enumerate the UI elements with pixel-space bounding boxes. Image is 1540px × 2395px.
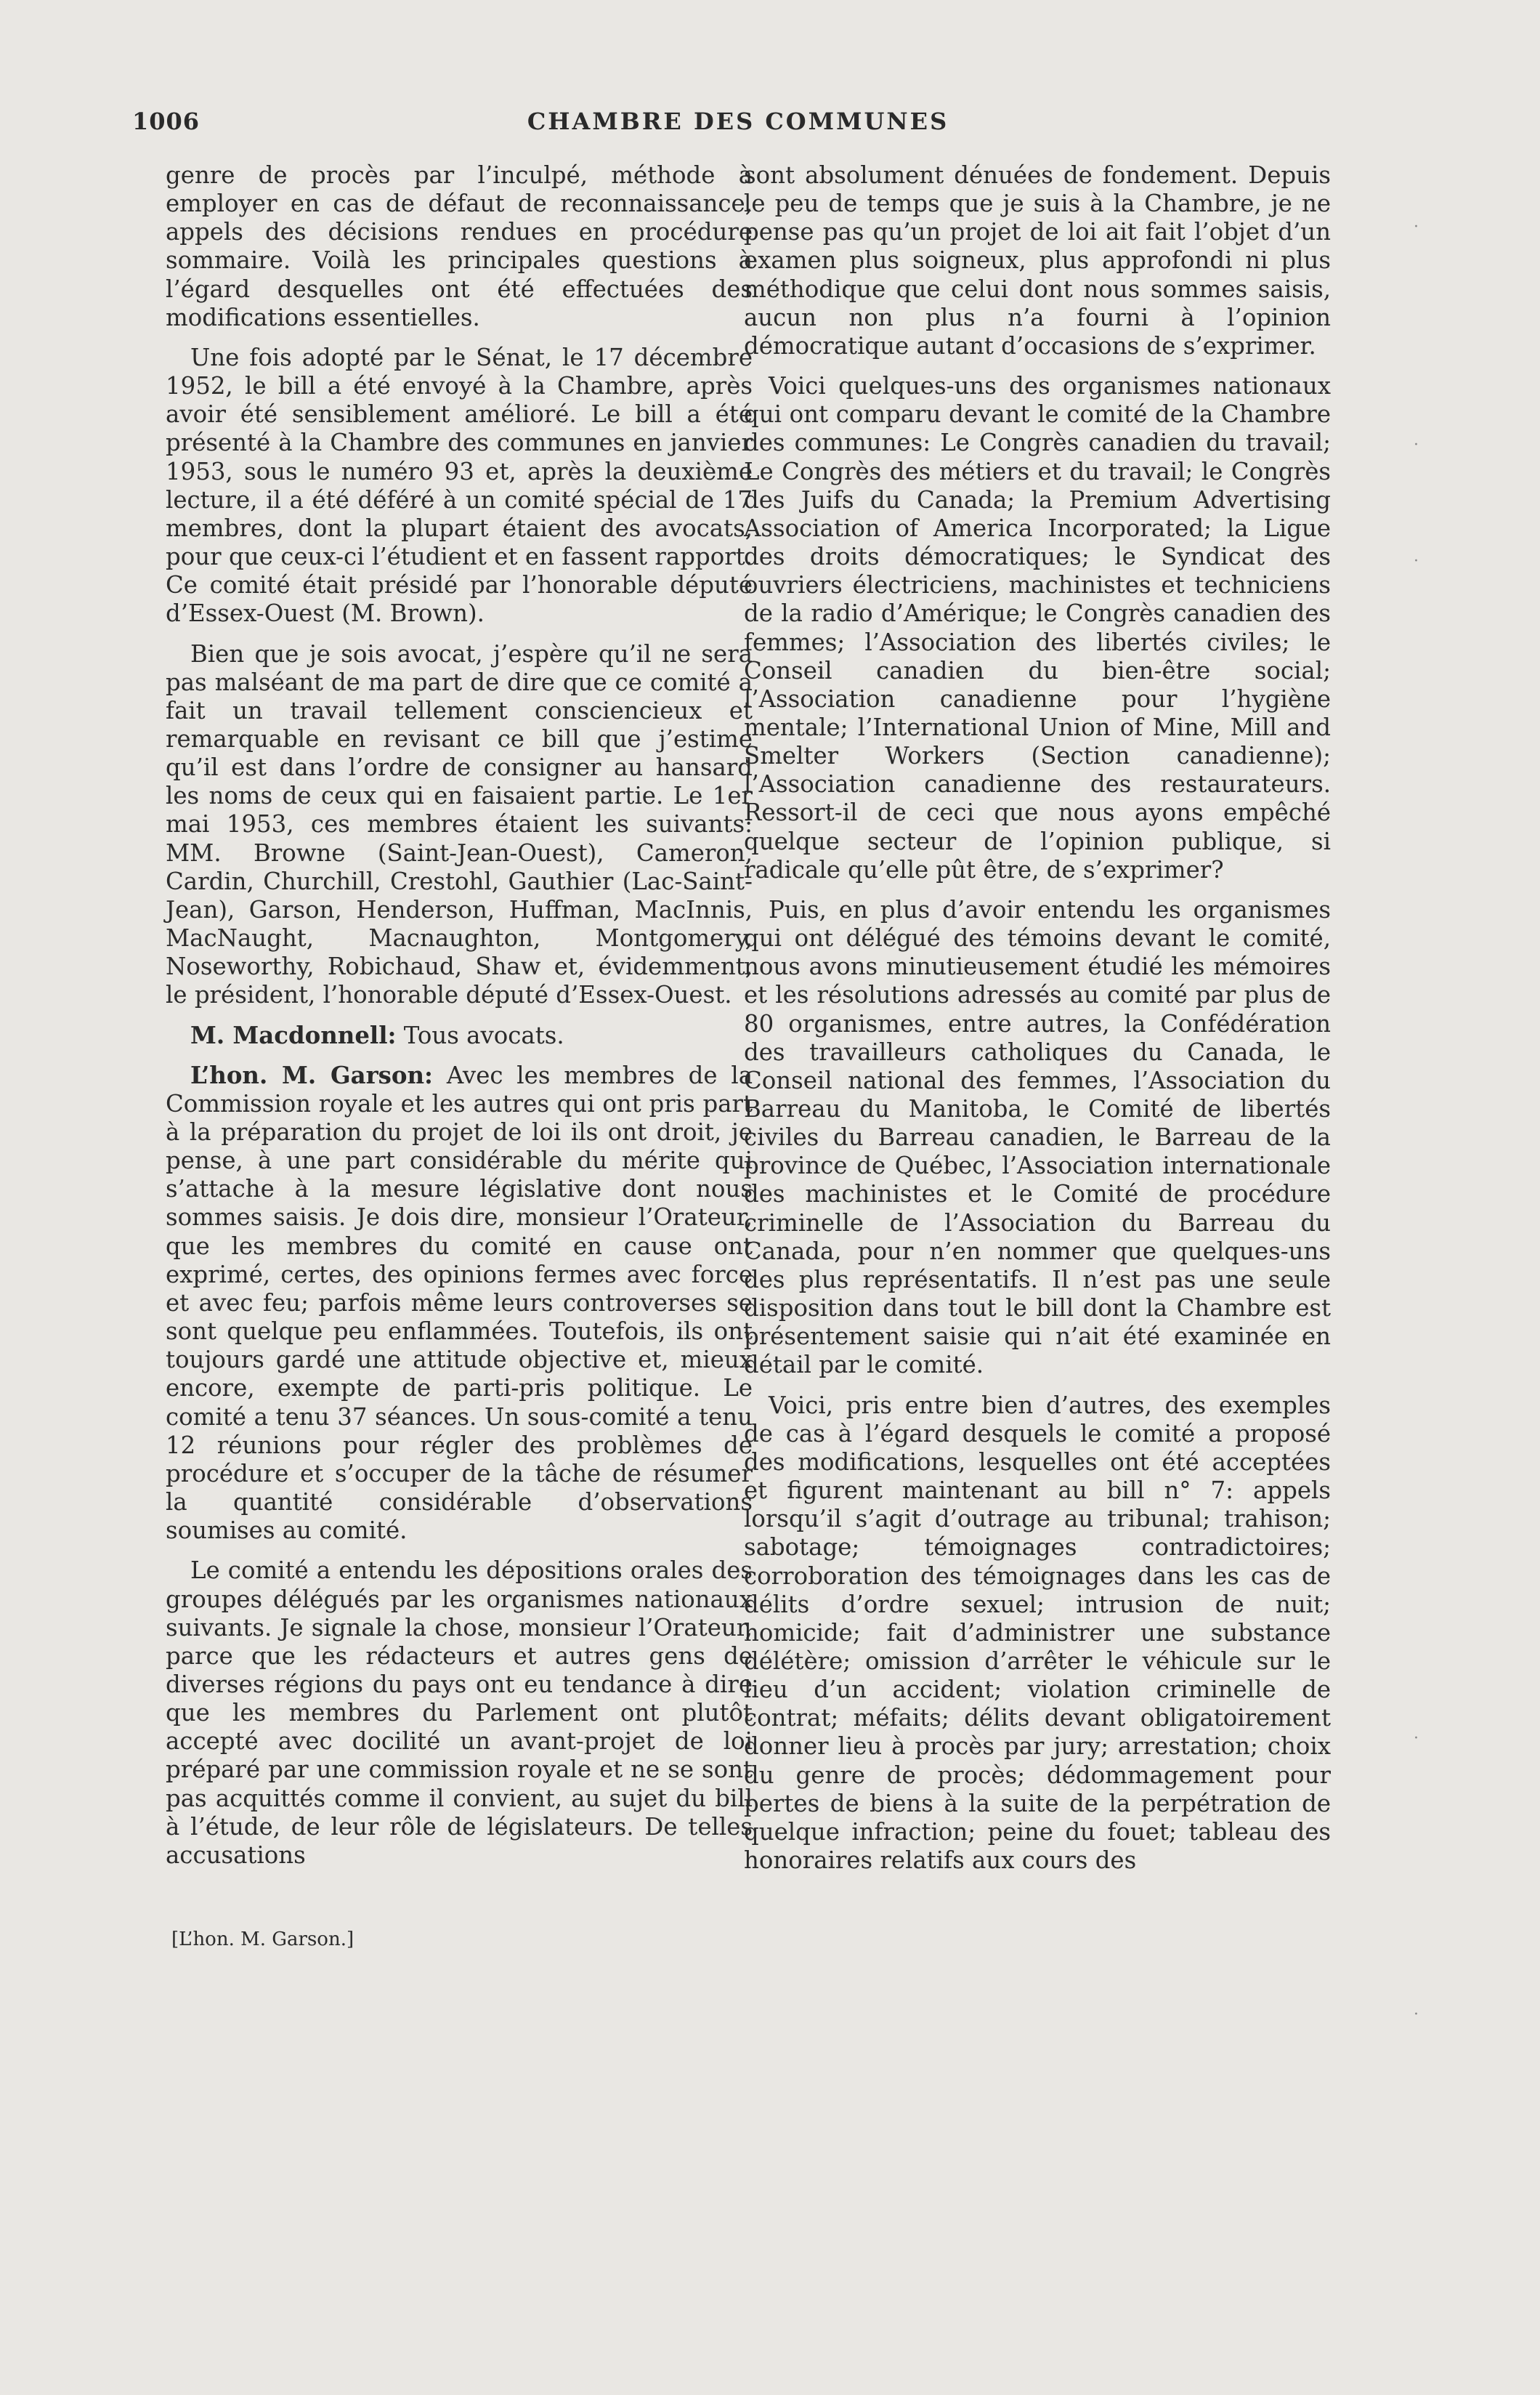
speaker-footer: [L’hon. M. Garson.] [171, 1928, 354, 1950]
page-header [132, 108, 1344, 142]
paragraph: Bien que je sois avocat, j’espère qu’il ne sera pas malséant de ma part de dire que ce comité a fait un travail tellement consciencieux et remarquable en revisant ce bill que j’estime qu’il est dans l’ordre de consigner au hansard les noms de ceux qui en faisaient partie. Le 1er mai 1953, ces membres étaient les suivants: MM. Browne (Saint-Jean-Ouest), Cameron, Cardin, Churchill, Crestohl, Gauthier (Lac-Saint-Jean), Garson, Henderson, Huffman, MacInnis, MacNaught, Macnaughton, Montgomery, Noseworthy, Robichaud, Shaw et, évidemment, le président, l’honorable député d’Essex-Ouest. [166, 639, 753, 1009]
running-head: CHAMBRE DES COMMUNES [527, 108, 949, 135]
right-column [744, 161, 1331, 1886]
speaker-paragraph [166, 1022, 753, 1050]
paragraph: Le comité a entendu les dépositions orales des groupes délégués par les organismes nationaux suivants. Je signale la chose, monsieur l’Orateur, parce que les rédacteurs et autres gens de diverses régions du pays ont eu tendance à dire que les membres du Parlement ont plutôt accepté avec docilité un avant-projet de loi préparé par une commission royale et ne se sont pas acquittés comme il convient, au sujet du bill à l’étude, de leur rôle de législateurs. De telles accusations [166, 1556, 753, 1869]
speck: · [1414, 2006, 1419, 2024]
speaker-paragraph [166, 1062, 753, 1546]
speech-text: Tous avocats. [403, 1021, 564, 1049]
speaker-name: M. Macdonnell: [190, 1021, 397, 1049]
speck: · [1414, 436, 1419, 454]
paragraph: genre de procès par l’inculpé, méthode à employer en cas de défaut de reconnaissance, appels des décisions rendues en procédure sommaire. Voilà les principales questions à l’égard desquelles ont été effectuées des modifications essentielles. [166, 161, 753, 331]
speck: · [1414, 1729, 1419, 1748]
paragraph: Puis, en plus d’avoir entendu les organismes qui ont délégué des témoins devant le comité, nous avons minutieusement étudié les mémoires et les résolutions adressés au comité par plus de 80 organismes, entre autres, la Confédération des travailleurs catholiques du Canada, le Conseil national des femmes, l’Association du Barreau du Manitoba, le Comité de libertés civiles du Barreau canadien, le Barreau de la province de Québec, l’Association internationale des machinistes et le Comité de procédure criminelle de l’Association du Barreau du Canada, pour n’en nommer que quelques-uns des plus représentatifs. Il n’est pas une seule disposition dans tout le bill dont la Chambre est présentement saisie qui n’ait été examinée en détail par le comité. [744, 895, 1331, 1379]
paragraph: Voici quelques-uns des organismes nationaux qui ont comparu devant le comité de la Chambre des communes: Le Congrès canadien du travail; Le Congrès des métiers et du travail; le Congrès des Juifs du Canada; la Premium Advertising Association of America Incorporated; la Ligue des droits démocratiques; le Syndicat des ouvriers électriciens, machinistes et techniciens de la radio d’Amérique; le Congrès canadien des femmes; l’Association des libertés civiles; le Conseil canadien du bien-être social; l’Association canadienne pour l’hygiène mentale; l’International Union of Mine, Mill and Smelter Workers (Section canadienne); l’Association canadienne des restaurateurs. Ressort-il de ceci que nous ayons empêché quelque secteur de l’opinion publique, si radicale qu’elle pût être, de s’exprimer? [744, 372, 1331, 884]
speech-text: Avec les membres de la Commission royale et les autres qui ont pris part à la préparation du projet de loi ils ont droit, je pense, à une part considérable du mérite qui s’attache à la mesure législative dont nous sommes saisis. Je dois dire, monsieur l’Orateur, que les membres du comité en cause ont exprimé, certes, des opinions fermes avec force et avec feu; parfois même leurs controverses se sont quelque peu enflammées. Toutefois, ils ont toujours gardé une attitude objective et, mieux encore, exempte de parti-pris politique. Le comité a tenu 37 séances. Un sous-comité a tenu 12 réunions pour régler des problèmes de procédure et s’occuper de la tâche de résumer la quantité considérable d’observations soumises au comité. [166, 1061, 753, 1545]
paragraph: Une fois adopté par le Sénat, le 17 décembre 1952, le bill a été envoyé à la Chambre, après avoir été sensiblement amélioré. Le bill a été présenté à la Chambre des communes en janvier 1953, sous le numéro 93 et, après la deuxième lecture, il a été déféré à un comité spécial de 17 membres, dont la plupart étaient des avocats, pour que ceux-ci l’étudient et en fassent rapport. Ce comité était présidé par l’honorable député d’Essex-Ouest (M. Brown). [166, 343, 753, 628]
speck: · [1414, 218, 1419, 236]
left-column [166, 161, 753, 1881]
margin-specks [1414, 189, 1428, 2078]
page-number: 1006 [132, 108, 200, 135]
paragraph: sont absolument dénuées de fondement. Depuis le peu de temps que je suis à la Chambre, je ne pense pas qu’un projet de loi ait fait l’objet d’un examen plus soigneux, plus approfondi ni plus méthodique que celui dont nous sommes saisis, aucun non plus n’a fourni à l’opinion démocratique autant d’occasions de s’exprimer. [744, 161, 1331, 360]
speaker-name: L’hon. M. Garson: [190, 1061, 434, 1089]
speck: · [1414, 552, 1419, 570]
paragraph: Voici, pris entre bien d’autres, des exemples de cas à l’égard desquels le comité a proposé des modifications, lesquelles ont été acceptées et figurent maintenant au bill n° 7: appels lorsqu’il s’agit d’outrage au tribunal; trahison; sabotage; témoignages contradictoires; corroboration des témoignages dans les cas de délits d’ordre sexuel; intrusion de nuit; homicide; fait d’administrer une substance délétère; omission d’arrêter le véhicule sur le lieu d’un accident; violation criminelle de contrat; méfaits; délits devant obligatoirement donner lieu à procès par jury; arrestation; choix du genre de procès; dédommagement pour pertes de biens à la suite de la perpétration de quelque infraction; peine du fouet; tableau des honoraires relatifs aux cours des [744, 1391, 1331, 1875]
